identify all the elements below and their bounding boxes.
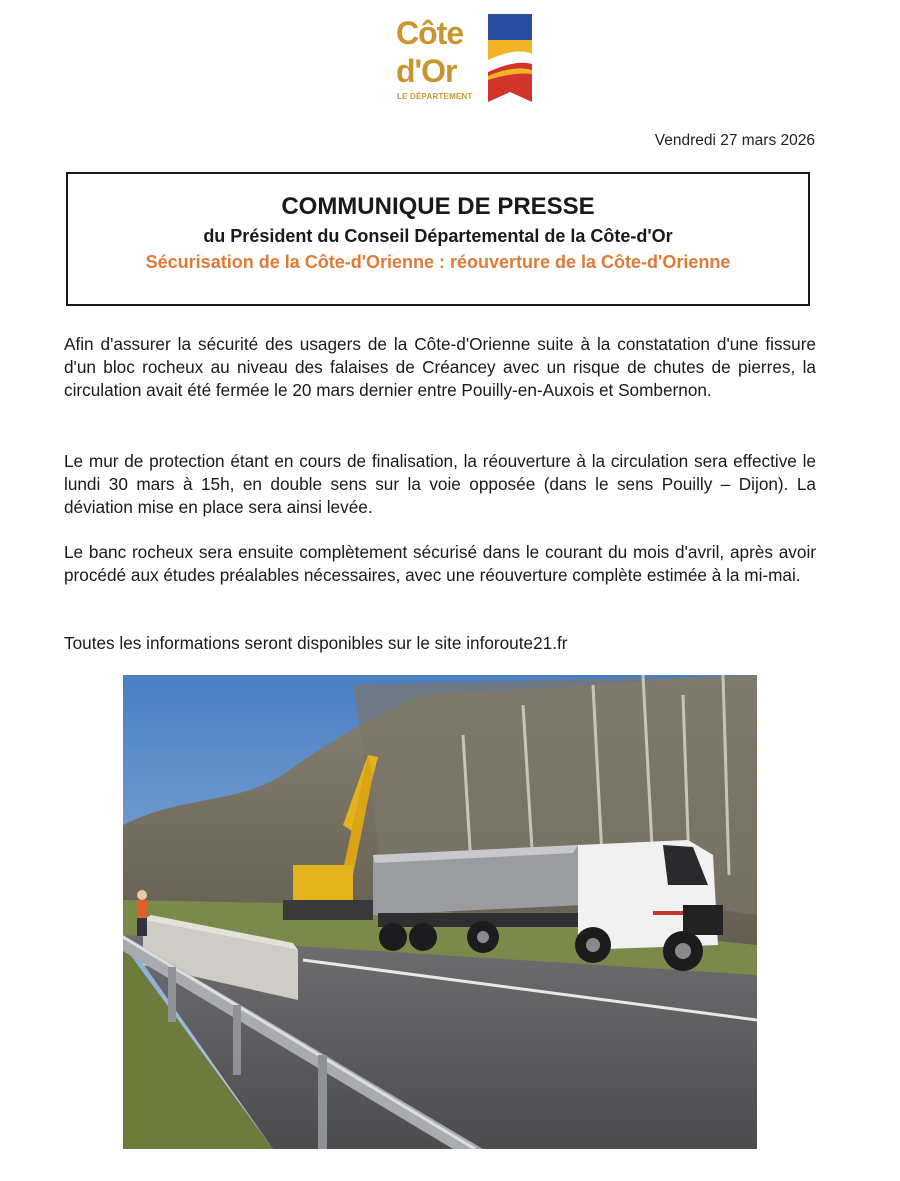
cote-dor-logo xyxy=(392,14,542,106)
paragraph-securing: Le banc rocheux sera ensuite complètement sécurisé dans le courant du mois d'avril, après avoir procédé aux études préalables nécessaires, avec une réouverture complète estimée à la mi-mai. xyxy=(64,542,816,585)
press-release-header xyxy=(66,172,810,306)
press-release-subtitle: du Président du Conseil Départemental de la Côte-d'Or xyxy=(203,226,673,246)
logo-line-1: Côte xyxy=(396,15,464,51)
logo-flag-icon xyxy=(488,14,532,102)
paragraph-closure: Afin d'assurer la sécurité des usagers de la Côte-d'Orienne suite à la constatation d'une fissure d'un bloc rocheux au niveau des falaises de Créancey avec un risque de chutes de pierres, la circulation avait été fermée le 20 mars dernier entre Pouilly-en-Auxois et Sombernon. xyxy=(64,334,816,400)
paragraph-reopening: Le mur de protection étant en cours de finalisation, la réouverture à la circulation sera effective le lundi 30 mars à 15h, en double sens sur la voie opposée (dans le sens Pouilly – Dijon). La déviation mise en place sera ainsi levée. xyxy=(64,451,816,517)
logo-subtitle: LE DÉPARTEMENT xyxy=(397,92,473,101)
roadworks-photo xyxy=(123,675,757,1149)
release-date: Vendredi 27 mars 2026 xyxy=(654,132,815,149)
roadworks-photo-illustration xyxy=(123,675,757,1149)
press-release-topic: Sécurisation de la Côte-d'Orienne : réouverture de la Côte-d'Orienne xyxy=(145,252,731,272)
logo-line-2: d'Or xyxy=(396,53,457,89)
press-release-title: COMMUNIQUE DE PRESSE xyxy=(281,193,595,220)
paragraph-info: Toutes les informations seront disponibles sur le site inforoute21.fr xyxy=(64,633,568,653)
